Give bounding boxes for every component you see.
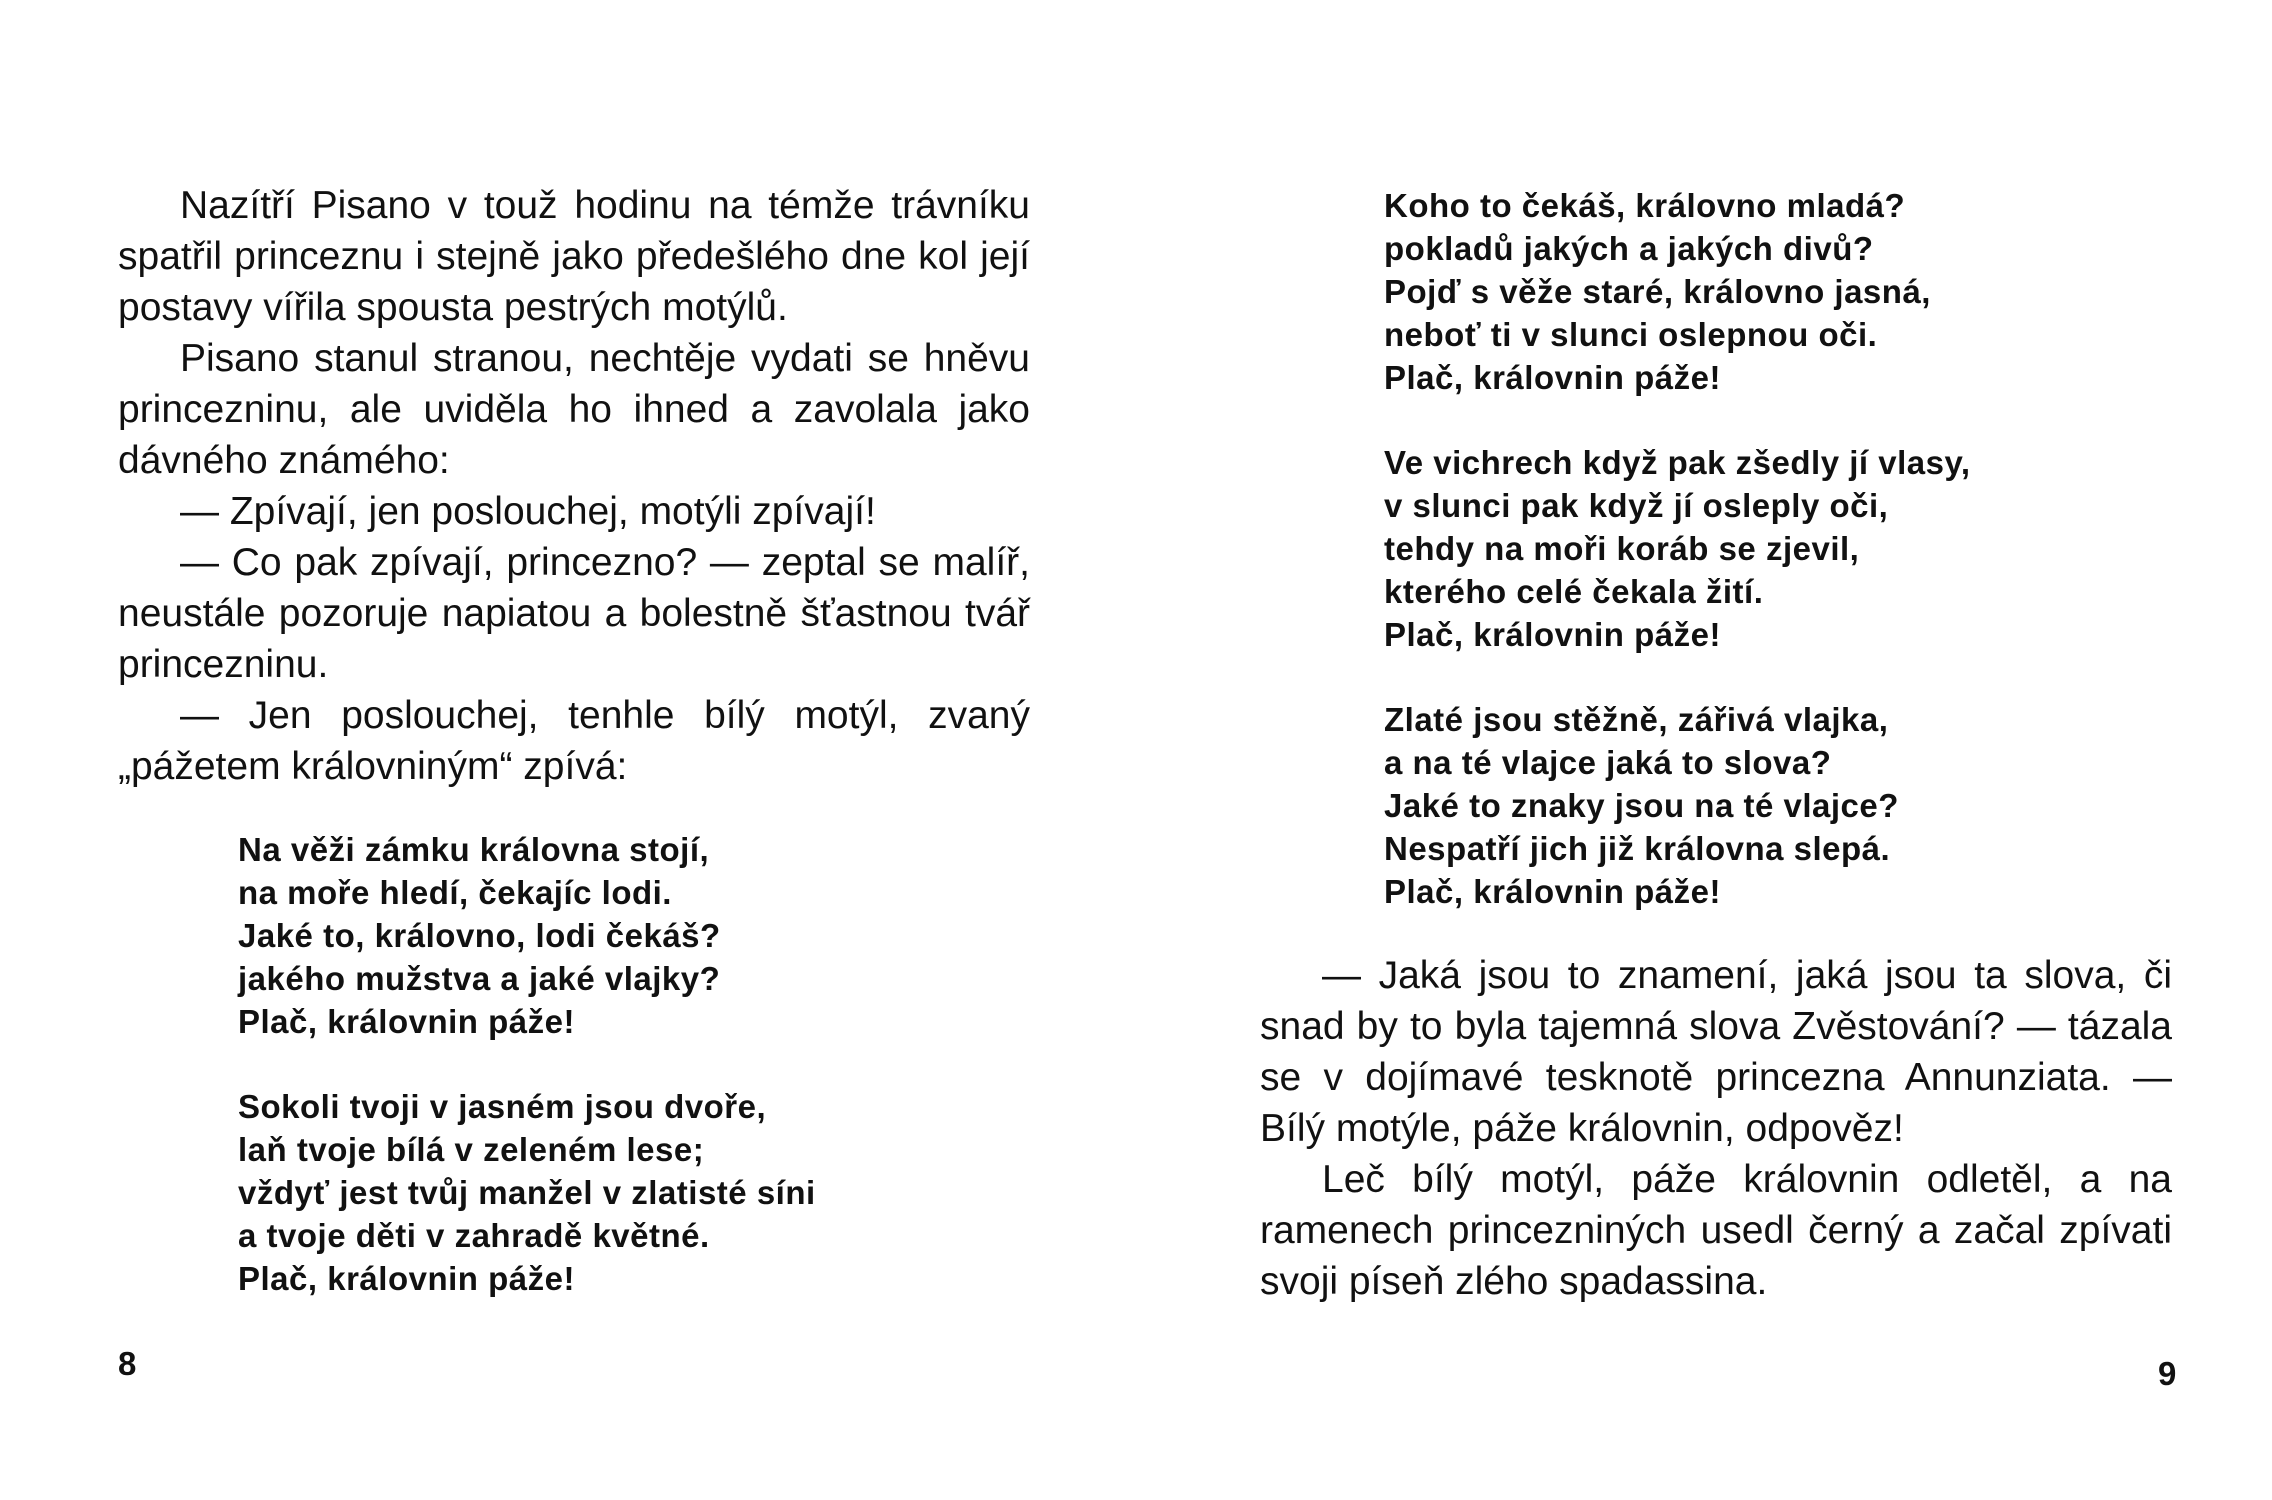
- poem-stanza: [1384, 698, 1971, 913]
- poem-line: vždyť jest tvůj manžel v zlatisté síni: [238, 1174, 816, 1211]
- poem-stanza: [1384, 441, 1971, 656]
- dialog-line: — Co pak zpívají, princezno? — zeptal se malíř, neustále pozoruje napiatou a bolestně šťastnou tvář princezninu.: [118, 541, 1030, 686]
- poem-line: kterého celé čekala žití.: [1384, 573, 1764, 610]
- poem-line: Pojď s věže staré, královno jasná,: [1384, 273, 1931, 310]
- dialog-line: — Jaká jsou to znamení, jaká jsou ta slova, či snad by to byla tajemná slova Zvěstování? — tázala se v dojímavé tesknotě princezna Annunziata. — Bílý motýle, páže královnin, odpověz!: [1260, 954, 2172, 1150]
- poem-line: Plač, královnin páže!: [238, 1003, 575, 1040]
- poem-stanza: [238, 828, 816, 1043]
- poem-line: pokladů jakých a jakých divů?: [1384, 230, 1874, 267]
- poem-stanza: [238, 1085, 816, 1300]
- poem-line: v slunci pak když jí osleply oči,: [1384, 487, 1889, 524]
- poem-line: Nespatří jich již královna slepá.: [1384, 830, 1891, 867]
- right-page: [1136, 0, 2272, 1500]
- poem-line: Zlaté jsou stěžně, zářivá vlajka,: [1384, 701, 1889, 738]
- poem-line: jakého mužstva a jaké vlajky?: [238, 960, 721, 997]
- poem-line: a tvoje děti v zahradě květné.: [238, 1217, 710, 1254]
- poem-line: Jaké to znaky jsou na té vlajce?: [1384, 787, 1899, 824]
- dialog-line: — Jen poslouchej, tenhle bílý motýl, zvaný „pážetem královniným“ zpívá:: [118, 694, 1030, 788]
- left-poem: [238, 828, 816, 1342]
- paragraph: Pisano stanul stranou, nechtěje vydati se hněvu princezninu, ale uviděla ho ihned a zavolala jako dávného známého:: [118, 337, 1030, 482]
- poem-line: Plač, královnin páže!: [1384, 616, 1721, 653]
- right-poem: [1384, 184, 1971, 955]
- poem-line: Plač, královnin páže!: [1384, 873, 1721, 910]
- right-prose: [1260, 950, 2172, 1307]
- poem-line: neboť ti v slunci oslepnou oči.: [1384, 316, 1878, 353]
- poem-line: Ve vichrech když pak zšedly jí vlasy,: [1384, 444, 1971, 481]
- poem-line: na moře hledí, čekajíc lodi.: [238, 874, 672, 911]
- poem-stanza: [1384, 184, 1971, 399]
- paragraph: Nazítří Pisano v touž hodinu na témže trávníku spatřil princeznu i stejně jako předešlého dne kol její postavy vířila spousta pestrých motýlů.: [118, 184, 1030, 329]
- poem-line: Plač, královnin páže!: [1384, 359, 1721, 396]
- poem-line: Plač, královnin páže!: [238, 1260, 575, 1297]
- left-prose: [118, 180, 1030, 792]
- poem-line: a na té vlajce jaká to slova?: [1384, 744, 1832, 781]
- poem-line: Na věži zámku královna stojí,: [238, 831, 710, 868]
- poem-line: Sokoli tvoji v jasném jsou dvoře,: [238, 1088, 767, 1125]
- poem-line: Jaké to, královno, lodi čekáš?: [238, 917, 721, 954]
- poem-line: laň tvoje bílá v zeleném lese;: [238, 1131, 705, 1168]
- dialog-line: — Zpívají, jen poslouchej, motýli zpívají!: [180, 490, 876, 533]
- paragraph: Leč bílý motýl, páže královnin odletěl, a na ramenech princezniných usedl černý a začal zpívati svoji píseň zlého spadassina.: [1260, 1158, 2172, 1303]
- page-number: 9: [2158, 1355, 2177, 1392]
- poem-line: Koho to čekáš, královno mladá?: [1384, 187, 1906, 224]
- page-number: 8: [118, 1345, 137, 1382]
- poem-line: tehdy na moři koráb se zjevil,: [1384, 530, 1860, 567]
